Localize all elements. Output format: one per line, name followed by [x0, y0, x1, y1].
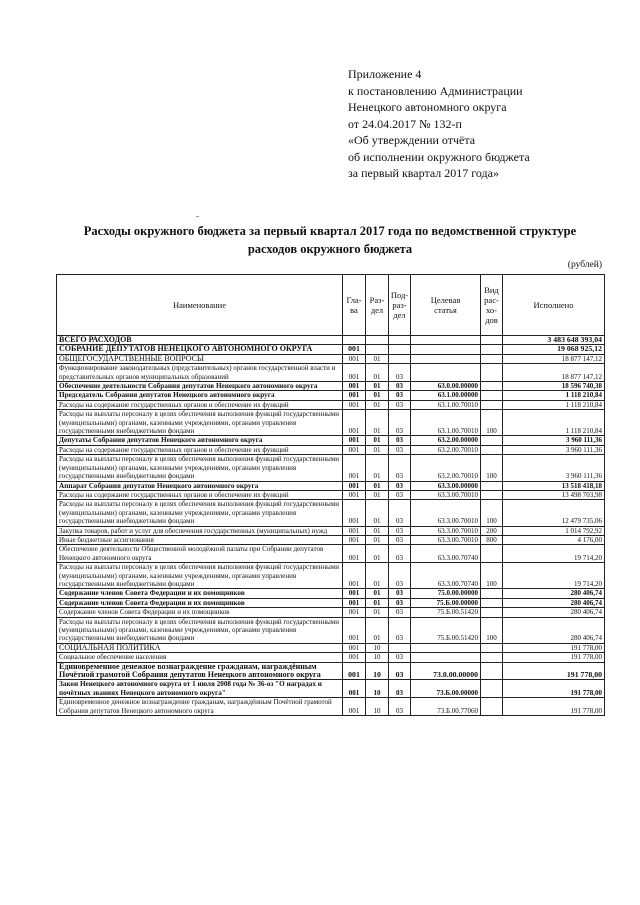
cell-vid — [481, 662, 503, 680]
table-row — [57, 589, 605, 598]
cell-podrazdel — [389, 345, 411, 354]
cell-glava: 001 — [343, 545, 366, 563]
cell-podrazdel: 03 — [389, 436, 411, 445]
cell-razdel: 01 — [366, 617, 389, 643]
cell-executed: 191 778,00 — [503, 680, 605, 698]
cell-razdel: 01 — [366, 391, 389, 400]
cell-glava: 001 — [343, 436, 366, 445]
cell-target: 63.1.00.70010 — [411, 410, 481, 436]
cell-podrazdel: 03 — [389, 455, 411, 481]
cell-vid: 100 — [481, 455, 503, 481]
cell-executed: 280 406,74 — [503, 598, 605, 607]
cell-razdel: 01 — [366, 436, 389, 445]
cell-target — [411, 345, 481, 354]
cell-podrazdel: 03 — [389, 445, 411, 454]
cell-target: 63.2.00.70010 — [411, 455, 481, 481]
cell-glava: 001 — [343, 563, 366, 589]
cell-podrazdel: 03 — [389, 662, 411, 680]
cell-target: 63.1.00.00000 — [411, 391, 481, 400]
cell-name: Расходы на содержание государственных органов и обеспечение их функций — [57, 400, 343, 409]
cell-name: СОЦИАЛЬНАЯ ПОЛИТИКА — [57, 643, 343, 652]
cell-name: Единовременное денежное вознаграждение гражданам, награждённым Почётной грамотой Собрания депутатов Ненецкого автономного округа — [57, 698, 343, 716]
cell-podrazdel: 03 — [389, 608, 411, 617]
header-glava: Гла- ва — [343, 275, 366, 336]
cell-vid — [481, 698, 503, 716]
cell-podrazdel: 03 — [389, 364, 411, 382]
cell-glava: 001 — [343, 445, 366, 454]
cell-razdel: 01 — [366, 608, 389, 617]
expenditure-table — [56, 274, 605, 716]
cell-glava: 001 — [343, 410, 366, 436]
cell-podrazdel: 03 — [389, 545, 411, 563]
cell-podrazdel: 03 — [389, 563, 411, 589]
header-podrazdel: Под- раз- дел — [389, 275, 411, 336]
cell-name: Председатель Собрания депутатов Ненецкого автономного округа — [57, 391, 343, 400]
cell-razdel: 10 — [366, 698, 389, 716]
cell-glava: 001 — [343, 364, 366, 382]
cell-name: Содержание членов Совета Федерации и их помощников — [57, 598, 343, 607]
cell-razdel: 01 — [366, 410, 389, 436]
cell-executed: 280 406,74 — [503, 617, 605, 643]
cell-executed: 280 406,74 — [503, 589, 605, 598]
cell-executed: 19 714,20 — [503, 545, 605, 563]
cell-target: 73.Б.00.77060 — [411, 698, 481, 716]
cell-name: Социальное обеспечение населения — [57, 653, 343, 662]
cell-glava: 001 — [343, 698, 366, 716]
cell-executed: 4 176,00 — [503, 535, 605, 544]
cell-target: 63.3.00.70010 — [411, 500, 481, 526]
table-row — [57, 598, 605, 607]
cell-glava — [343, 336, 366, 345]
header-target: Целевая статья — [411, 275, 481, 336]
cell-podrazdel — [389, 354, 411, 363]
cell-podrazdel: 03 — [389, 526, 411, 535]
cell-glava: 001 — [343, 500, 366, 526]
appendix-line: «Об утверждении отчёта — [348, 133, 476, 147]
table-row — [57, 680, 605, 698]
table-body — [57, 336, 605, 716]
cell-target — [411, 354, 481, 363]
table-row — [57, 490, 605, 499]
cell-vid: 800 — [481, 535, 503, 544]
cell-vid: 100 — [481, 617, 503, 643]
cell-target: 63.3.00.00000 — [411, 481, 481, 490]
cell-podrazdel: 03 — [389, 680, 411, 698]
cell-razdel: 10 — [366, 643, 389, 652]
cell-target: 63.0.00.00000 — [411, 382, 481, 391]
cell-vid — [481, 445, 503, 454]
table-row — [57, 455, 605, 481]
cell-glava: 001 — [343, 382, 366, 391]
table-row — [57, 563, 605, 589]
cell-podrazdel: 03 — [389, 481, 411, 490]
cell-target — [411, 364, 481, 382]
cell-glava: 001 — [343, 526, 366, 535]
cell-executed: 1 118 210,84 — [503, 391, 605, 400]
cell-razdel: 10 — [366, 662, 389, 680]
appendix-line: Ненецкого автономного округа — [348, 100, 507, 114]
table-row — [57, 500, 605, 526]
cell-glava: 001 — [343, 589, 366, 598]
table-row — [57, 481, 605, 490]
table-row — [57, 535, 605, 544]
cell-glava: 001 — [343, 354, 366, 363]
cell-glava: 001 — [343, 455, 366, 481]
cell-target: 63.2.00.00000 — [411, 436, 481, 445]
cell-glava: 001 — [343, 345, 366, 354]
cell-executed: 1 118 210,84 — [503, 400, 605, 409]
cell-vid — [481, 382, 503, 391]
header-razdel: Раз- дел — [366, 275, 389, 336]
cell-name: Функционирование законодательных (представительных) органов государственной власти и представительных органов муниципальных образований — [57, 364, 343, 382]
cell-razdel: 01 — [366, 526, 389, 535]
cell-name: Аппарат Собрания депутатов Ненецкого автономного округа — [57, 481, 343, 490]
cell-target: 63.3.00.70010 — [411, 535, 481, 544]
cell-podrazdel: 03 — [389, 535, 411, 544]
cell-glava: 001 — [343, 490, 366, 499]
cell-executed: 191 778,00 — [503, 662, 605, 680]
cell-target: 63.3.00.70740 — [411, 563, 481, 589]
cell-podrazdel: 03 — [389, 617, 411, 643]
cell-vid — [481, 643, 503, 652]
cell-razdel — [366, 336, 389, 345]
cell-razdel: 01 — [366, 598, 389, 607]
cell-razdel: 01 — [366, 400, 389, 409]
cell-razdel: 01 — [366, 455, 389, 481]
cell-executed: 3 960 111,36 — [503, 455, 605, 481]
scan-speck — [196, 216, 199, 217]
cell-podrazdel: 03 — [389, 698, 411, 716]
cell-vid — [481, 400, 503, 409]
table-row — [57, 382, 605, 391]
cell-razdel: 01 — [366, 382, 389, 391]
cell-name: Единовременное денежное вознаграждение гражданам, награждённым Почётной грамотой Собрания депутатов Ненецкого автономного округа — [57, 662, 343, 680]
cell-vid — [481, 436, 503, 445]
table-row — [57, 526, 605, 535]
header-executed: Исполнено — [503, 275, 605, 336]
cell-razdel: 01 — [366, 545, 389, 563]
cell-vid — [481, 364, 503, 382]
cell-razdel: 01 — [366, 354, 389, 363]
cell-executed: 18 877 147,12 — [503, 364, 605, 382]
cell-name: Расходы на выплаты персоналу в целях обеспечения выполнения функций государственными (муниципальными) органами, казенными учреждениями, органами управления государственными внебюджетными фондами — [57, 500, 343, 526]
cell-vid — [481, 391, 503, 400]
table-row — [57, 608, 605, 617]
table-row — [57, 545, 605, 563]
cell-podrazdel: 03 — [389, 500, 411, 526]
cell-target: 63.2.00.70010 — [411, 445, 481, 454]
cell-name: Расходы на выплаты персоналу в целях обеспечения выполнения функций государственными (муниципальными) органами, казенными учреждениями, органами управления государственными внебюджетными фондами — [57, 455, 343, 481]
cell-glava: 001 — [343, 680, 366, 698]
cell-glava: 001 — [343, 400, 366, 409]
cell-executed: 13 498 703,98 — [503, 490, 605, 499]
cell-razdel: 01 — [366, 500, 389, 526]
cell-razdel: 01 — [366, 481, 389, 490]
cell-vid: 100 — [481, 563, 503, 589]
cell-razdel: 10 — [366, 680, 389, 698]
table-row — [57, 436, 605, 445]
cell-executed: 3 483 648 393,04 — [503, 336, 605, 345]
cell-glava: 001 — [343, 481, 366, 490]
table-row — [57, 391, 605, 400]
table-row — [57, 364, 605, 382]
table-row — [57, 698, 605, 716]
cell-executed: 191 778,00 — [503, 698, 605, 716]
cell-razdel: 01 — [366, 445, 389, 454]
cell-name: Обеспечение деятельности Собрания депутатов Ненецкого автономного округа — [57, 382, 343, 391]
cell-executed: 191 778,00 — [503, 653, 605, 662]
cell-name: Закон Ненецкого автономного округа от 1 июля 2008 года № 36-оз "О наградах и почётных званиях Ненецкого автономного округа" — [57, 680, 343, 698]
cell-vid: 200 — [481, 526, 503, 535]
cell-vid — [481, 490, 503, 499]
cell-razdel: 01 — [366, 490, 389, 499]
cell-name: Иные бюджетные ассигнования — [57, 535, 343, 544]
cell-podrazdel: 03 — [389, 410, 411, 436]
table-row — [57, 410, 605, 436]
cell-target — [411, 336, 481, 345]
cell-glava: 001 — [343, 608, 366, 617]
cell-vid: 100 — [481, 410, 503, 436]
cell-razdel: 01 — [366, 364, 389, 382]
cell-target: 75.Б.00.00000 — [411, 598, 481, 607]
appendix-line: к постановлению Администрации — [348, 83, 523, 98]
cell-executed: 19 068 925,12 — [503, 345, 605, 354]
cell-executed: 191 778,00 — [503, 643, 605, 652]
cell-vid — [481, 545, 503, 563]
cell-name: Депутаты Собрания депутатов Ненецкого автономного округа — [57, 436, 343, 445]
cell-glava: 001 — [343, 653, 366, 662]
title-line-1: Расходы окружного бюджета за первый квартал 2017 года по ведомственной структуре — [83, 224, 577, 238]
cell-target: 63.1.00.70010 — [411, 400, 481, 409]
cell-podrazdel: 03 — [389, 400, 411, 409]
cell-executed: 12 479 735,06 — [503, 500, 605, 526]
cell-executed: 3 960 111,36 — [503, 445, 605, 454]
cell-name: Расходы на содержание государственных органов и обеспечение их функций — [57, 445, 343, 454]
cell-target: 75.Б.00.51420 — [411, 617, 481, 643]
cell-target: 63.3.00.70740 — [411, 545, 481, 563]
cell-name: Содержание членов Совета Федерации и их помощников — [57, 608, 343, 617]
cell-vid — [481, 598, 503, 607]
appendix-line: за первый квартал 2017 года» — [348, 166, 499, 180]
table-row — [57, 617, 605, 643]
cell-name: Содержание членов Совета Федерации и их помощников — [57, 589, 343, 598]
cell-target: 63.3.00.70010 — [411, 526, 481, 535]
cell-executed: 280 406,74 — [503, 608, 605, 617]
cell-podrazdel — [389, 643, 411, 652]
header-name: Наименование — [57, 275, 343, 336]
cell-name: Расходы на выплаты персоналу в целях обеспечения выполнения функций государственными (муниципальными) органами, казенными учреждениями, органами управления государственными внебюджетными фондами — [57, 410, 343, 436]
cell-name: Обеспечение деятельности Общественной молодёжной палаты при Собрании депутатов Ненецкого автономного округа — [57, 545, 343, 563]
title-line-2: расходов окружного бюджета — [247, 242, 413, 256]
table-row — [57, 445, 605, 454]
cell-vid — [481, 336, 503, 345]
cell-glava: 001 — [343, 617, 366, 643]
cell-name: СОБРАНИЕ ДЕПУТАТОВ НЕНЕЦКОГО АВТОНОМНОГО ОКРУГА — [57, 345, 343, 354]
cell-podrazdel: 03 — [389, 598, 411, 607]
table-row — [57, 354, 605, 363]
cell-executed: 1 118 210,84 — [503, 410, 605, 436]
cell-glava: 001 — [343, 662, 366, 680]
unit-label: (рублей) — [567, 260, 602, 270]
cell-razdel — [366, 345, 389, 354]
table-row — [57, 400, 605, 409]
cell-glava: 001 — [343, 643, 366, 652]
cell-executed: 18 877 147,12 — [503, 354, 605, 363]
cell-target: 75.0.00.00000 — [411, 589, 481, 598]
cell-executed: 18 596 740,38 — [503, 382, 605, 391]
cell-name: ВСЕГО РАСХОДОВ — [57, 336, 343, 345]
cell-name: Расходы на выплаты персоналу в целях обеспечения выполнения функций государственными (муниципальными) органами, казенными учреждениями, органами управления государственными внебюджетными фондами — [57, 563, 343, 589]
cell-target: 75.Б.00.51420 — [411, 608, 481, 617]
cell-executed: 13 518 418,18 — [503, 481, 605, 490]
cell-razdel: 01 — [366, 563, 389, 589]
cell-target — [411, 643, 481, 652]
cell-target: 73.Б.00.00000 — [411, 680, 481, 698]
cell-podrazdel: 03 — [389, 490, 411, 499]
cell-razdel: 01 — [366, 535, 389, 544]
cell-vid — [481, 608, 503, 617]
cell-vid: 100 — [481, 500, 503, 526]
cell-podrazdel — [389, 336, 411, 345]
appendix-line: от 24.04.2017 № 132-п — [348, 116, 462, 131]
table-row — [57, 336, 605, 345]
table-row — [57, 662, 605, 680]
cell-target — [411, 653, 481, 662]
table-row — [57, 653, 605, 662]
table-row — [57, 643, 605, 652]
cell-name: ОБЩЕГОСУДАРСТВЕННЫЕ ВОПРОСЫ — [57, 354, 343, 363]
cell-target: 63.3.00.70010 — [411, 490, 481, 499]
cell-razdel: 10 — [366, 653, 389, 662]
appendix-block — [348, 66, 628, 182]
cell-vid — [481, 589, 503, 598]
document-title — [60, 222, 600, 258]
appendix-line: Приложение 4 — [348, 67, 422, 81]
header-vid: Вид рас- хо- дов — [481, 275, 503, 336]
cell-name: Закупка товаров, работ и услуг для обеспечения государственных (муниципальных) нужд — [57, 526, 343, 535]
cell-razdel: 01 — [366, 589, 389, 598]
cell-podrazdel: 03 — [389, 391, 411, 400]
cell-name: Расходы на выплаты персоналу в целях обеспечения выполнения функций государственными (муниципальными) органами, казенными учреждениями, органами управления государственными внебюджетными фондами — [57, 617, 343, 643]
table-row — [57, 345, 605, 354]
table-header-row — [57, 275, 605, 336]
cell-vid — [481, 354, 503, 363]
cell-podrazdel: 03 — [389, 589, 411, 598]
cell-glava: 001 — [343, 598, 366, 607]
cell-vid — [481, 345, 503, 354]
cell-podrazdel: 03 — [389, 382, 411, 391]
cell-podrazdel: 03 — [389, 653, 411, 662]
cell-name: Расходы на содержание государственных органов и обеспечение их функций — [57, 490, 343, 499]
cell-glava: 001 — [343, 535, 366, 544]
appendix-line: об исполнении окружного бюджета — [348, 149, 530, 164]
cell-vid — [481, 680, 503, 698]
cell-executed: 19 714,20 — [503, 563, 605, 589]
cell-executed: 1 014 792,92 — [503, 526, 605, 535]
cell-target: 73.0.00.00000 — [411, 662, 481, 680]
cell-executed: 3 960 111,36 — [503, 436, 605, 445]
cell-vid — [481, 481, 503, 490]
cell-glava: 001 — [343, 391, 366, 400]
cell-vid — [481, 653, 503, 662]
